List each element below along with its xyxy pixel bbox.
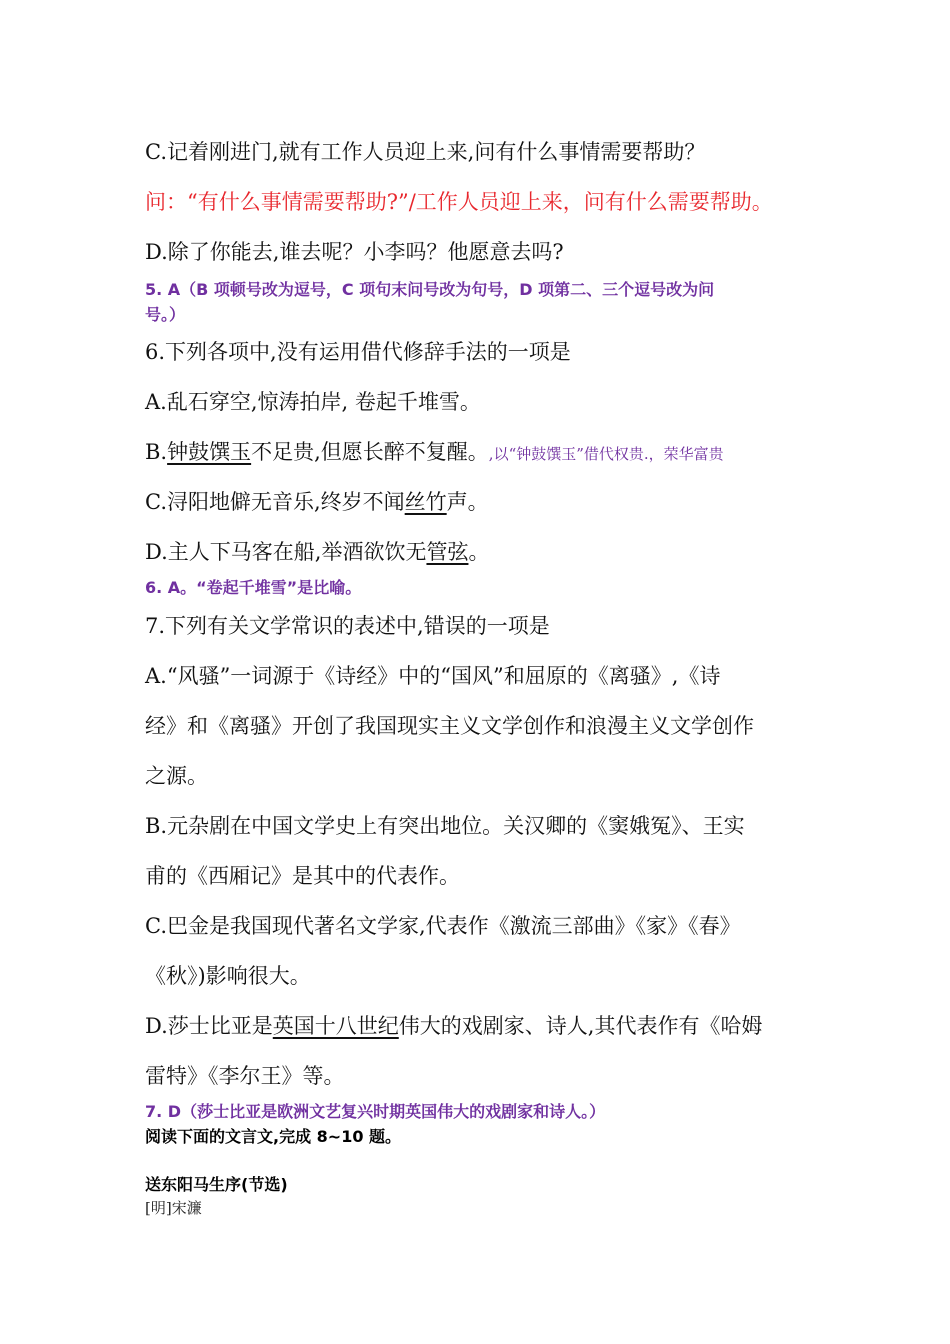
q6-d-underlined: 管弦 — [426, 540, 469, 564]
q6-option-d — [145, 536, 489, 566]
q7-option-b-line2: 甫的《西厢记》是其中的代表作。 — [145, 864, 460, 888]
q7-answer: 7. D（莎士比亚是欧洲文艺复兴时期英国伟大的戏剧家和诗人。） — [145, 1102, 606, 1121]
q6-c-suffix: 声。 — [446, 490, 489, 514]
q5-option-d: D.除了你能去,谁去呢？小李吗？他愿意去吗? — [145, 240, 564, 264]
q7-option-b-line1: B.元杂剧在中国文学史上有突出地位。关汉卿的《窦娥冤》、王实 — [145, 814, 745, 838]
q6-option-a: A.乱石穿空,惊涛拍岸, 卷起千堆雪。 — [145, 390, 481, 414]
q7-d-underlined: 英国十八世纪 — [272, 1014, 399, 1038]
q5-option-c: C.记着刚进门,就有工作人员迎上来,问有什么事情需要帮助？ — [145, 140, 706, 164]
q7-option-a-line2: 经》和《离骚》开创了我国现实主义文学创作和浪漫主义文学创作 — [145, 714, 754, 738]
q7-option-a-line1: A.“风骚”一词源于《诗经》中的“国风”和屈原的《离骚》,《诗 — [145, 664, 721, 688]
q7-option-c-line2: 《秋》)影响很大。 — [145, 964, 311, 988]
q5-answer-line2: 号。） — [145, 305, 186, 324]
q6-stem: 6.下列各项中,没有运用借代修辞手法的一项是 — [145, 340, 571, 364]
q5-answer-line1: 5. A（B 项顿号改为逗号，C 项句末问号改为句号，D 项第二、三个逗号改为问 — [145, 280, 715, 299]
q6-option-c — [145, 486, 489, 516]
q7-stem: 7.下列有关文学常识的表述中,错误的一项是 — [145, 614, 550, 638]
q6-d-prefix: D.主人下马客在船,举酒欲饮无 — [145, 540, 427, 564]
q6-b-prefix: B. — [145, 440, 168, 464]
q6-b-underlined: 钟鼓馔玉 — [167, 440, 252, 464]
passage-title: 送东阳马生序(节选) — [145, 1175, 288, 1194]
q7-d-suffix: 伟大的戏剧家、诗人,其代表作有《哈姆 — [398, 1014, 763, 1038]
passage-author: [明]宋濂 — [145, 1199, 202, 1217]
q6-answer: 6. A。“卷起千堆雪”是比喻。 — [145, 578, 362, 597]
q6-c-prefix: C.浔阳地僻无音乐,终岁不闻 — [145, 490, 405, 514]
q6-d-suffix: 。 — [468, 540, 490, 564]
q6-c-underlined: 丝竹 — [404, 490, 447, 514]
q6-option-b — [145, 436, 724, 466]
q7-d-prefix: D.莎士比亚是 — [145, 1014, 273, 1038]
q6-b-annotation: ,以“钟鼓馔玉”借代权贵.，荣华富贵 — [488, 445, 724, 463]
reading-instruction: 阅读下面的文言文,完成 8~10 题。 — [145, 1127, 402, 1146]
q7-option-a-line3: 之源。 — [145, 764, 208, 788]
q7-option-c-line1: C.巴金是我国现代著名文学家,代表作《激流三部曲》《家》《春》 — [145, 914, 741, 938]
q5-option-c-answer: 问：“有什么事情需要帮助?”/工作人员迎上来，问有什么需要帮助。 — [145, 190, 773, 214]
q7-option-d-line1 — [145, 1010, 762, 1040]
q7-option-d-line2: 雷特》《李尔王》等。 — [145, 1064, 345, 1088]
q6-b-suffix: 不足贵,但愿长醉不复醒。 — [251, 440, 489, 464]
